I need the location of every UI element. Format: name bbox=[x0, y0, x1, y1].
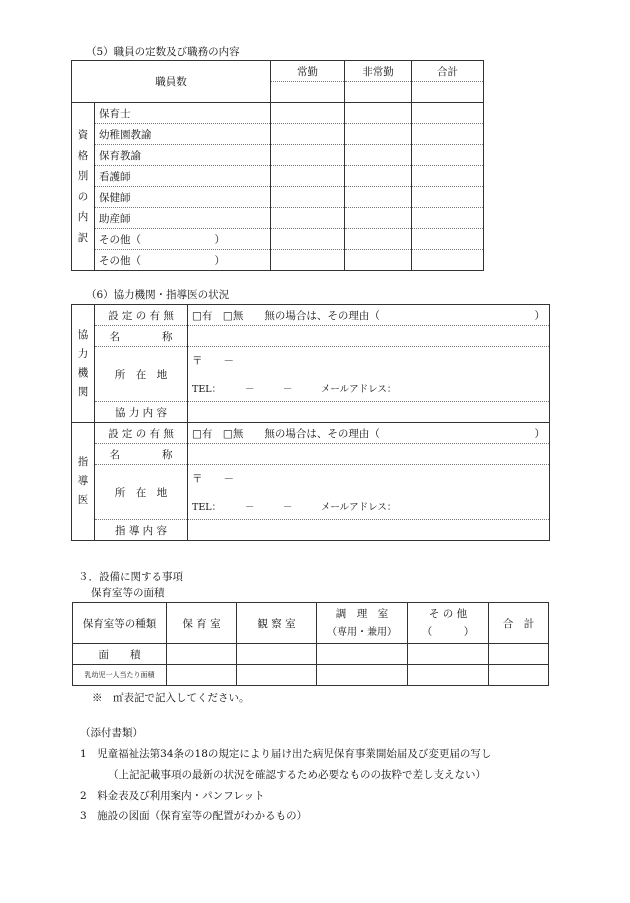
section6-title: （6）協力機関・指導医の状況 bbox=[86, 289, 230, 301]
attachment-item-1: 1 児童福祉法第34条の18の規定により届け出た病児保育事業開始届及び変更届の写し bbox=[80, 748, 492, 760]
nursery-header: 保 育 室 bbox=[167, 603, 237, 644]
per-child-row-label: 乳幼児一人当たり面積 bbox=[73, 665, 167, 686]
cell[interactable] bbox=[412, 187, 484, 208]
cell[interactable] bbox=[345, 208, 412, 229]
total-header: 合計 bbox=[412, 61, 484, 82]
observation-header: 観 察 室 bbox=[237, 603, 317, 644]
cell[interactable] bbox=[317, 665, 408, 686]
cell[interactable] bbox=[345, 145, 412, 166]
row-label: 看護師 bbox=[95, 166, 271, 187]
attachment-item-3: 3 施設の図面（保育室等の配置がわかるもの） bbox=[80, 810, 308, 822]
row-label: 保育士 bbox=[95, 103, 271, 124]
section5-title: （5）職員の定数及び職務の内容 bbox=[86, 46, 240, 58]
cell[interactable] bbox=[317, 644, 408, 665]
row-label: 保健師 bbox=[95, 187, 271, 208]
cell[interactable] bbox=[345, 103, 412, 124]
full-time-header: 常勤 bbox=[271, 61, 345, 82]
total-header: 合 計 bbox=[489, 603, 549, 644]
cell[interactable] bbox=[167, 644, 237, 665]
cell[interactable] bbox=[412, 145, 484, 166]
cell[interactable] bbox=[345, 250, 412, 271]
section3-title: ３．設備に関する事項 bbox=[78, 571, 183, 583]
cooperation-table bbox=[71, 304, 550, 541]
row-label: 幼稚園教諭 bbox=[95, 124, 271, 145]
cell[interactable] bbox=[271, 250, 345, 271]
cell[interactable] bbox=[271, 187, 345, 208]
name-field[interactable] bbox=[188, 326, 550, 347]
area-row-label: 面 積 bbox=[73, 644, 167, 665]
cell[interactable] bbox=[412, 103, 484, 124]
advisor-label: 指 導 医 bbox=[72, 423, 95, 541]
part-time-header: 非常勤 bbox=[345, 61, 412, 82]
cell[interactable] bbox=[271, 124, 345, 145]
part-time-total-cell[interactable] bbox=[345, 82, 412, 103]
full-time-total-cell[interactable] bbox=[271, 82, 345, 103]
cell[interactable] bbox=[412, 208, 484, 229]
setting-label: 設 定 の 有 無 bbox=[95, 423, 188, 444]
name-label: 名 称 bbox=[95, 444, 188, 465]
cell[interactable] bbox=[345, 124, 412, 145]
kitchen-header: 調 理 室 （専用・兼用） bbox=[317, 603, 408, 644]
cell[interactable] bbox=[412, 124, 484, 145]
setting-check[interactable]: □有 □無 無の場合は、その理由（ ） bbox=[188, 305, 550, 326]
row-label: 保育教諭 bbox=[95, 145, 271, 166]
content-label: 指 導 内 容 bbox=[95, 520, 188, 541]
cell[interactable] bbox=[271, 208, 345, 229]
setting-label: 設 定 の 有 無 bbox=[95, 305, 188, 326]
cell[interactable] bbox=[412, 166, 484, 187]
cell[interactable] bbox=[237, 644, 317, 665]
attachments-title: （添付書類） bbox=[80, 727, 143, 739]
cooperation-label: 協 力 機 関 bbox=[72, 305, 95, 423]
postal-field[interactable]: 〒 － bbox=[188, 347, 550, 375]
setting-check[interactable]: □有 □無 無の場合は、その理由（ ） bbox=[188, 423, 550, 444]
cell[interactable] bbox=[271, 103, 345, 124]
cell[interactable] bbox=[408, 644, 489, 665]
cell[interactable] bbox=[345, 166, 412, 187]
other-header: そ の 他 （ ） bbox=[408, 603, 489, 644]
breakdown-label: 資 格 別 の 内 訳 bbox=[72, 103, 95, 271]
row-label: その他（ ） bbox=[95, 229, 271, 250]
section3-subtitle: 保育室等の面積 bbox=[91, 587, 165, 599]
cell[interactable] bbox=[412, 229, 484, 250]
tel-field[interactable]: TEL： － － メールアドレス： bbox=[188, 374, 550, 402]
total-total-cell[interactable] bbox=[412, 82, 484, 103]
content-label: 協 力 内 容 bbox=[95, 402, 188, 423]
type-header: 保育室等の種類 bbox=[73, 603, 167, 644]
area-table bbox=[72, 602, 549, 686]
cell[interactable] bbox=[489, 644, 549, 665]
area-note: ※ ㎡表記で記入してください。 bbox=[92, 692, 250, 704]
cell[interactable] bbox=[271, 145, 345, 166]
postal-field[interactable]: 〒 － bbox=[188, 465, 550, 493]
cell[interactable] bbox=[237, 665, 317, 686]
name-label: 名 称 bbox=[95, 326, 188, 347]
row-label: その他（ ） bbox=[95, 250, 271, 271]
cell[interactable] bbox=[412, 250, 484, 271]
tel-field[interactable]: TEL： － － メールアドレス： bbox=[188, 492, 550, 520]
cell[interactable] bbox=[345, 229, 412, 250]
attachment-item-2: 2 料金表及び利用案内・パンフレット bbox=[80, 790, 265, 802]
cell[interactable] bbox=[408, 665, 489, 686]
cell[interactable] bbox=[345, 187, 412, 208]
cell[interactable] bbox=[271, 229, 345, 250]
address-label: 所 在 地 bbox=[95, 465, 188, 520]
staff-count-header: 職員数 bbox=[72, 61, 271, 103]
name-field[interactable] bbox=[188, 444, 550, 465]
cell[interactable] bbox=[167, 665, 237, 686]
staff-table bbox=[71, 60, 484, 271]
address-label: 所 在 地 bbox=[95, 347, 188, 402]
cell[interactable] bbox=[271, 166, 345, 187]
cell[interactable] bbox=[489, 665, 549, 686]
attachment-item-1-note: （上記記載事項の最新の状況を確認するため必要なものの抜粋で差し支えない） bbox=[108, 769, 486, 781]
content-field[interactable] bbox=[188, 402, 550, 423]
row-label: 助産師 bbox=[95, 208, 271, 229]
content-field[interactable] bbox=[188, 520, 550, 541]
